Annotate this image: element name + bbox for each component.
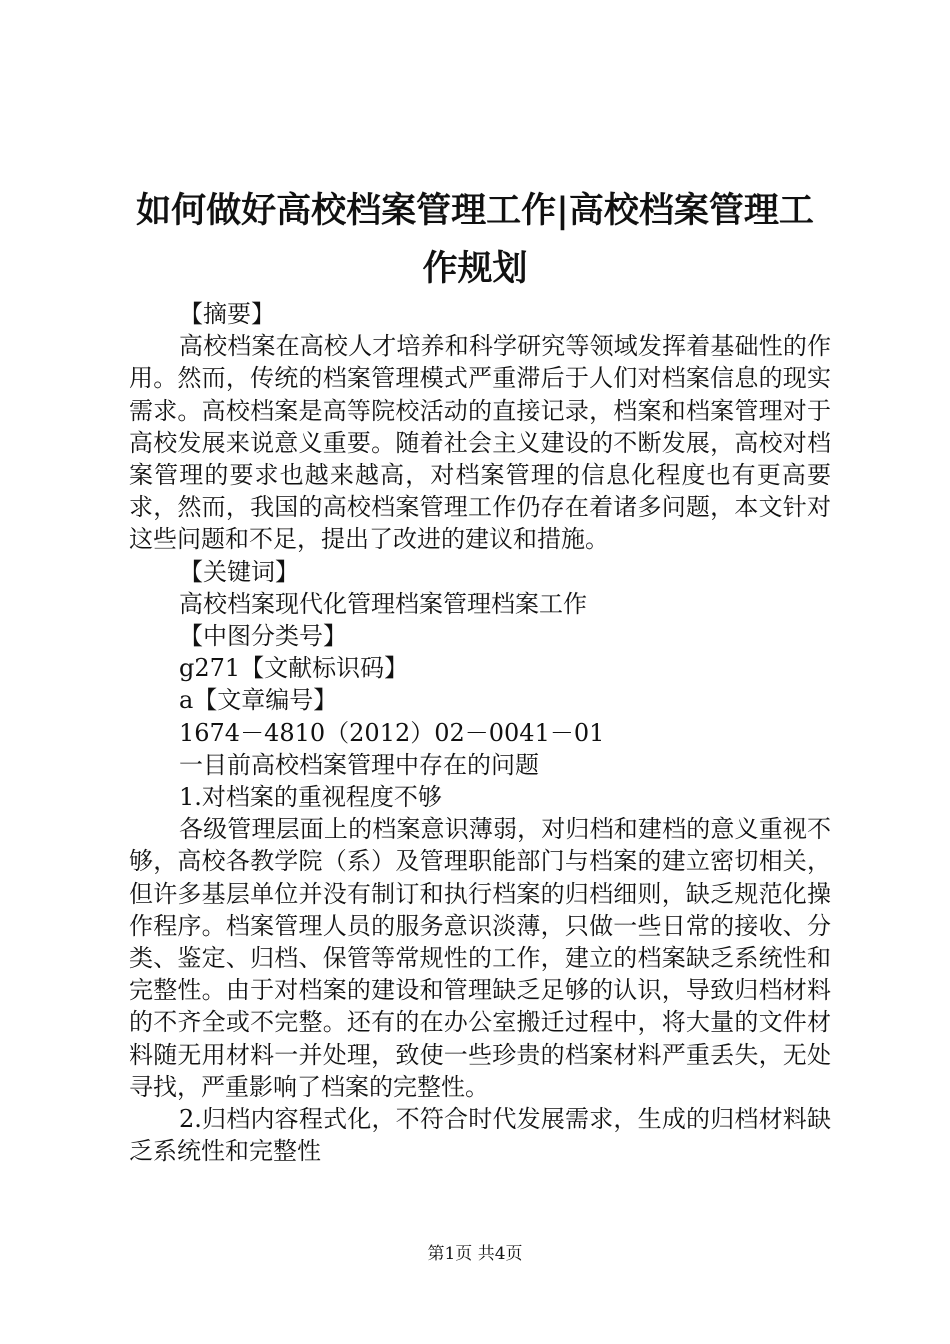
clc-heading: 【中图分类号】 [179,622,347,651]
page-footer [0,1243,950,1265]
subsection-1-body: 各级管理层面上的档案意识薄弱，对归档和建档的意义重视不够，高校各教学院（系）及管理职能部门与档案的建立密切相关，但许多基层单位并没有制订和执行档案的归档细则，缺乏规范化操作程序。档案管理人员的服务意识淡薄，只做一些日常的接收、分类、鉴定、归档、保管等常规性的工作，建立的档案缺乏系统性和完整性。由于对档案的建设和管理缺乏足够的认识，导致归档材料的不齐全或不完整。还有的在办公室搬迁过程中，将大量的文件材料随无用材料一并处理，致使一些珍贵的档案材料严重丢失，无处寻找，严重影响了档案的完整性。 [129,815,831,1101]
section-1-heading: 一目前高校档案管理中存在的问题 [179,750,539,779]
keywords-heading: 【关键词】 [179,557,299,586]
clc-line: g271【文献标识码】 [179,654,409,683]
document-body [129,298,831,1167]
subsection-2-heading: 2.归档内容程式化，不符合时代发展需求，生成的归档材料缺乏系统性和完整性 [129,1105,831,1166]
abstract-body: 高校档案在高校人才培养和科学研究等领域发挥着基础性的作用。然而，传统的档案管理模式严重滞后于人们对档案信息的现实需求。高校档案是高等院校活动的直接记录，档案和档案管理对于高校发展来说意义重要。随着社会主义建设的不断发展，高校对档案管理的要求也越来越高，对档案管理的信息化程度也有更高要求，然而，我国的高校档案管理工作仍存在着诸多问题，本文针对这些问题和不足，提出了改进的建议和措施。 [129,332,831,554]
page-indicator: 第1页 共4页 [427,1244,523,1264]
document-title: 如何做好高校档案管理工作|高校档案管理工作规划 [136,190,814,289]
abstract-heading: 【摘要】 [179,300,275,328]
subsection-1-heading: 1.对档案的重视程度不够 [179,783,442,812]
doc-code-line: a【文章编号】 [179,686,338,715]
keywords: 高校档案现代化管理档案管理档案工作 [179,589,587,618]
article-number: 1674－4810（2012）02－0041－01 [179,718,605,747]
